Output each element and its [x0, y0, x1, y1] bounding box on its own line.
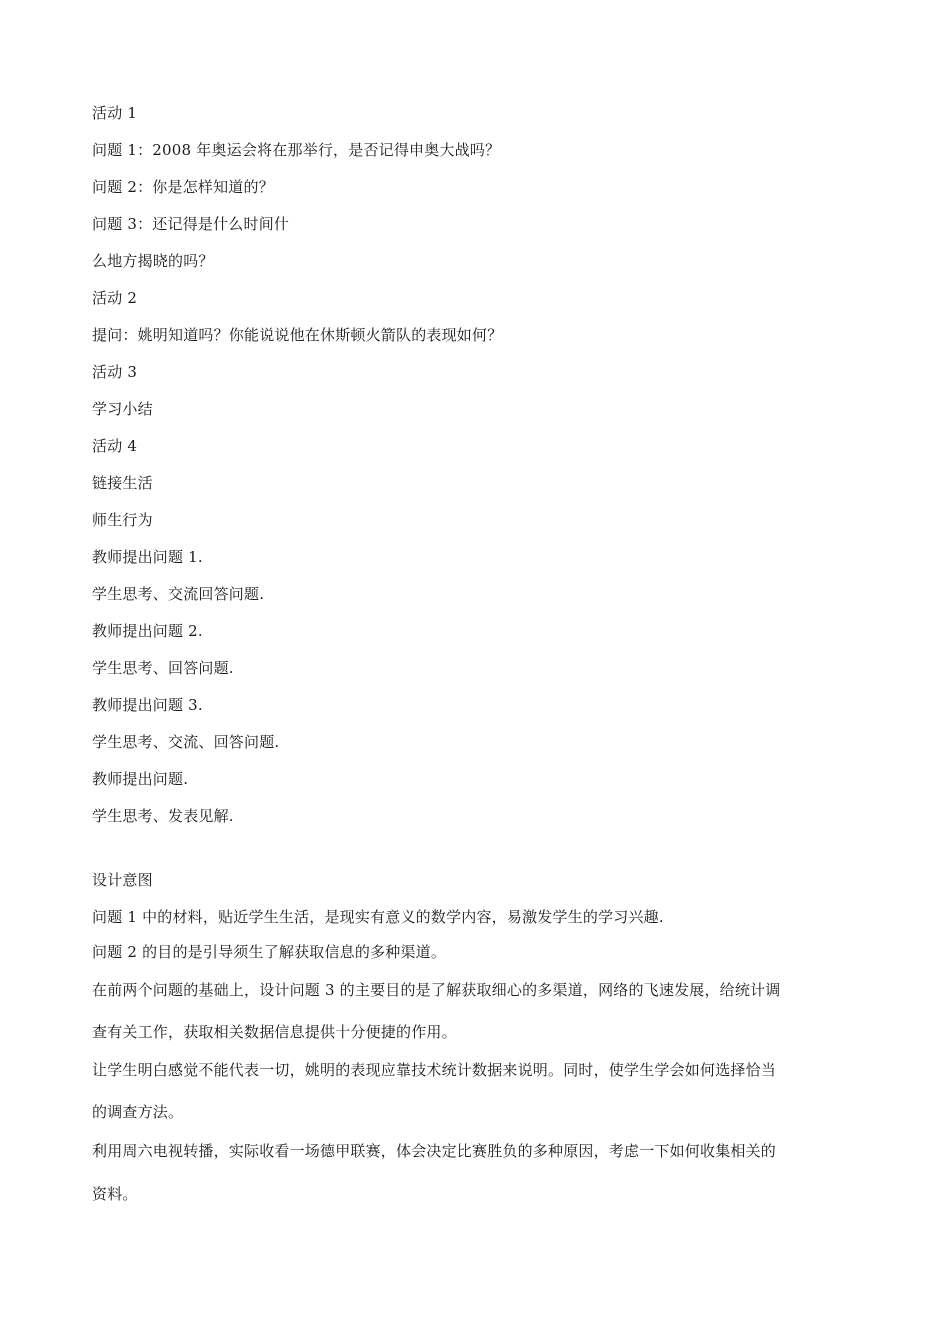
activity-1-question-2: 问题 2：你是怎样知道的？	[92, 178, 274, 196]
behavior-item: 教师提出问题 2.	[92, 622, 203, 640]
design-title: 设计意图	[92, 871, 153, 889]
design-paragraph-5-line-1: 利用周六电视转播，实际收看一场德甲联赛，体会决定比赛胜负的多种原因，考虑一下如何收集相关的	[92, 1142, 777, 1160]
behavior-item: 学生思考、发表见解.	[92, 807, 234, 825]
activity-1-question-1: 问题 1：2008 年奥运会将在那举行，是否记得申奥大战吗？	[92, 141, 501, 159]
behavior-item: 学生思考、交流回答问题.	[92, 585, 265, 603]
design-paragraph-3-line-1: 在前两个问题的基础上，设计问题 3 的主要目的是了解获取细心的多渠道，网络的飞速发展，给统计调	[92, 981, 781, 999]
behavior-item: 学生思考、回答问题.	[92, 659, 234, 677]
behaviors-title: 师生行为	[92, 511, 153, 529]
activity-2-question: 提问：姚明知道吗？你能说说他在休斯顿火箭队的表现如何？	[92, 326, 503, 344]
activity-4-title: 活动 4	[92, 437, 138, 455]
activity-4-content: 链接生活	[92, 474, 153, 492]
activity-2-title: 活动 2	[92, 289, 138, 307]
activity-1-title: 活动 1	[92, 104, 138, 122]
design-paragraph-4-line-2: 的调查方法。	[92, 1103, 184, 1121]
activity-3-content: 学习小结	[92, 400, 153, 418]
design-paragraph-3-line-2: 查有关工作，获取相关数据信息提供十分便捷的作用。	[92, 1023, 457, 1041]
design-paragraph-4-line-1: 让学生明白感觉不能代表一切，姚明的表现应靠技术统计数据来说明。同时，使学生学会如何选择恰当	[92, 1061, 777, 1079]
activity-1-question-3-line-1: 问题 3：还记得是什么时间什	[92, 215, 290, 233]
design-paragraph-2: 问题 2 的目的是引导须生了解获取信息的多种渠道。	[92, 943, 447, 961]
activity-3-title: 活动 3	[92, 363, 138, 381]
design-paragraph-5-line-2: 资料。	[92, 1185, 138, 1203]
design-paragraph-1: 问题 1 中的材料，贴近学生生活，是现实有意义的数学内容，易激发学生的学习兴趣.	[92, 908, 664, 926]
behavior-item: 学生思考、交流、回答问题.	[92, 733, 280, 751]
activity-1-question-3-line-2: 么地方揭晓的吗？	[92, 252, 214, 270]
behavior-item: 教师提出问题.	[92, 770, 189, 788]
behavior-item: 教师提出问题 3.	[92, 696, 203, 714]
behavior-item: 教师提出问题 1.	[92, 548, 203, 566]
